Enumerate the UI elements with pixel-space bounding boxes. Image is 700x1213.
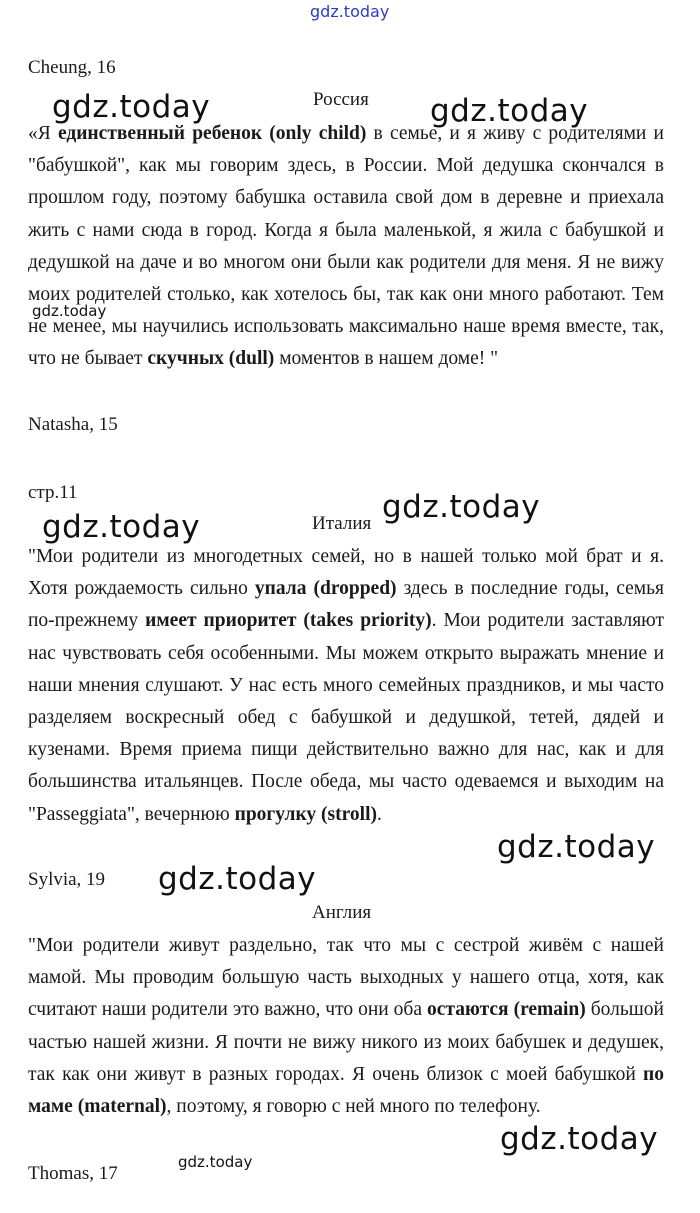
watermark: gdz.today bbox=[497, 829, 656, 865]
paragraph-italy bbox=[28, 541, 664, 831]
watermark: gdz.today bbox=[52, 89, 211, 125]
text-run: в семье, и я живу с родителями и "бабушкой", как мы говорим здесь, в России. Мой дедушка скончался в прошлом году, поэтому бабушка оставила свой дом в деревне и приехала жить с нами сюда в город. Когда я была маленькой, я жила с бабушкой и дедушкой на даче и во многом они были как родители для меня. Я не вижу моих родителей столько, как хотелось бы, так как они много работают. Тем не менее, мы научились использовать максимально наше время вместе, так, что не бывает bbox=[28, 123, 664, 370]
vocab-term: скучных (dull) bbox=[147, 348, 275, 370]
page-ref: стр.11 bbox=[28, 482, 78, 503]
vocab-term: остаются (remain) bbox=[426, 999, 586, 1021]
paragraph-russia bbox=[28, 118, 664, 376]
watermark: gdz.today bbox=[42, 509, 201, 545]
text-run: «Я bbox=[28, 123, 58, 144]
text-run: . Мои родители заставляют нас чувствовать себя особенными. Мы можем открыто выражать мнение и наши мнения слушают. У нас есть много семейных праздников, и мы часто разделяем воскресный обед с бабушкой и дедушкой, тетей, дядей и кузенами. Время приема пищи действительно важно для нас, как и для большинства итальянцев. После обеда, мы часто одеваемся и выходим на "Passeggiata", вечернюю bbox=[28, 610, 664, 825]
signature-sylvia: Sylvia, 19 bbox=[28, 869, 106, 890]
paragraph-england bbox=[28, 930, 664, 1123]
text-run: . bbox=[377, 803, 382, 825]
text-run: "Мои родители из многодетных семей, но в нашей только мой брат и я. Хотя рождаемость сильно bbox=[28, 546, 664, 600]
watermark: gdz.today bbox=[158, 861, 317, 897]
watermark: gdz.today bbox=[178, 1153, 253, 1171]
signature-thomas: Thomas, 17 bbox=[28, 1163, 118, 1184]
signature-natasha: Natasha, 15 bbox=[28, 414, 118, 435]
watermark: gdz.today bbox=[500, 1121, 659, 1157]
watermark: gdz.today bbox=[32, 302, 107, 320]
text-run: здесь в последние годы, семья по-прежнему bbox=[28, 578, 665, 632]
text-run: моментов в нашем доме! " bbox=[274, 348, 499, 370]
text-run: , поэтому, я говорю с ней много по телефону. bbox=[166, 1096, 541, 1118]
vocab-term: единственный ребенок (only child) bbox=[57, 123, 367, 144]
vocab-term: упала (dropped) bbox=[254, 578, 397, 600]
top-watermark: gdz.today bbox=[310, 2, 390, 21]
vocab-term: прогулку (stroll) bbox=[234, 803, 378, 825]
watermark: gdz.today bbox=[382, 489, 541, 525]
vocab-term: по маме (maternal) bbox=[28, 1063, 664, 1118]
country-heading-england: Англия bbox=[312, 902, 372, 923]
country-heading-russia: Россия bbox=[313, 89, 369, 110]
text-run: "Мои родители живут раздельно, так что мы с сестрой живём с нашей мамой. Мы проводим большую часть выходных у нашего отца, хотя, как считают наши родители это важно, что они оба bbox=[28, 935, 664, 1021]
watermark: gdz.today bbox=[430, 93, 589, 129]
text-run: большой частью нашей жизни. Я почти не вижу никого из моих бабушек и дедушек, так как они живут в разных городах. Я очень близок с моей бабушкой bbox=[28, 999, 664, 1085]
country-heading-italy: Италия bbox=[312, 513, 372, 534]
vocab-term: имеет приоритет (takes priority) bbox=[145, 610, 432, 632]
signature-cheung: Cheung, 16 bbox=[28, 57, 116, 78]
